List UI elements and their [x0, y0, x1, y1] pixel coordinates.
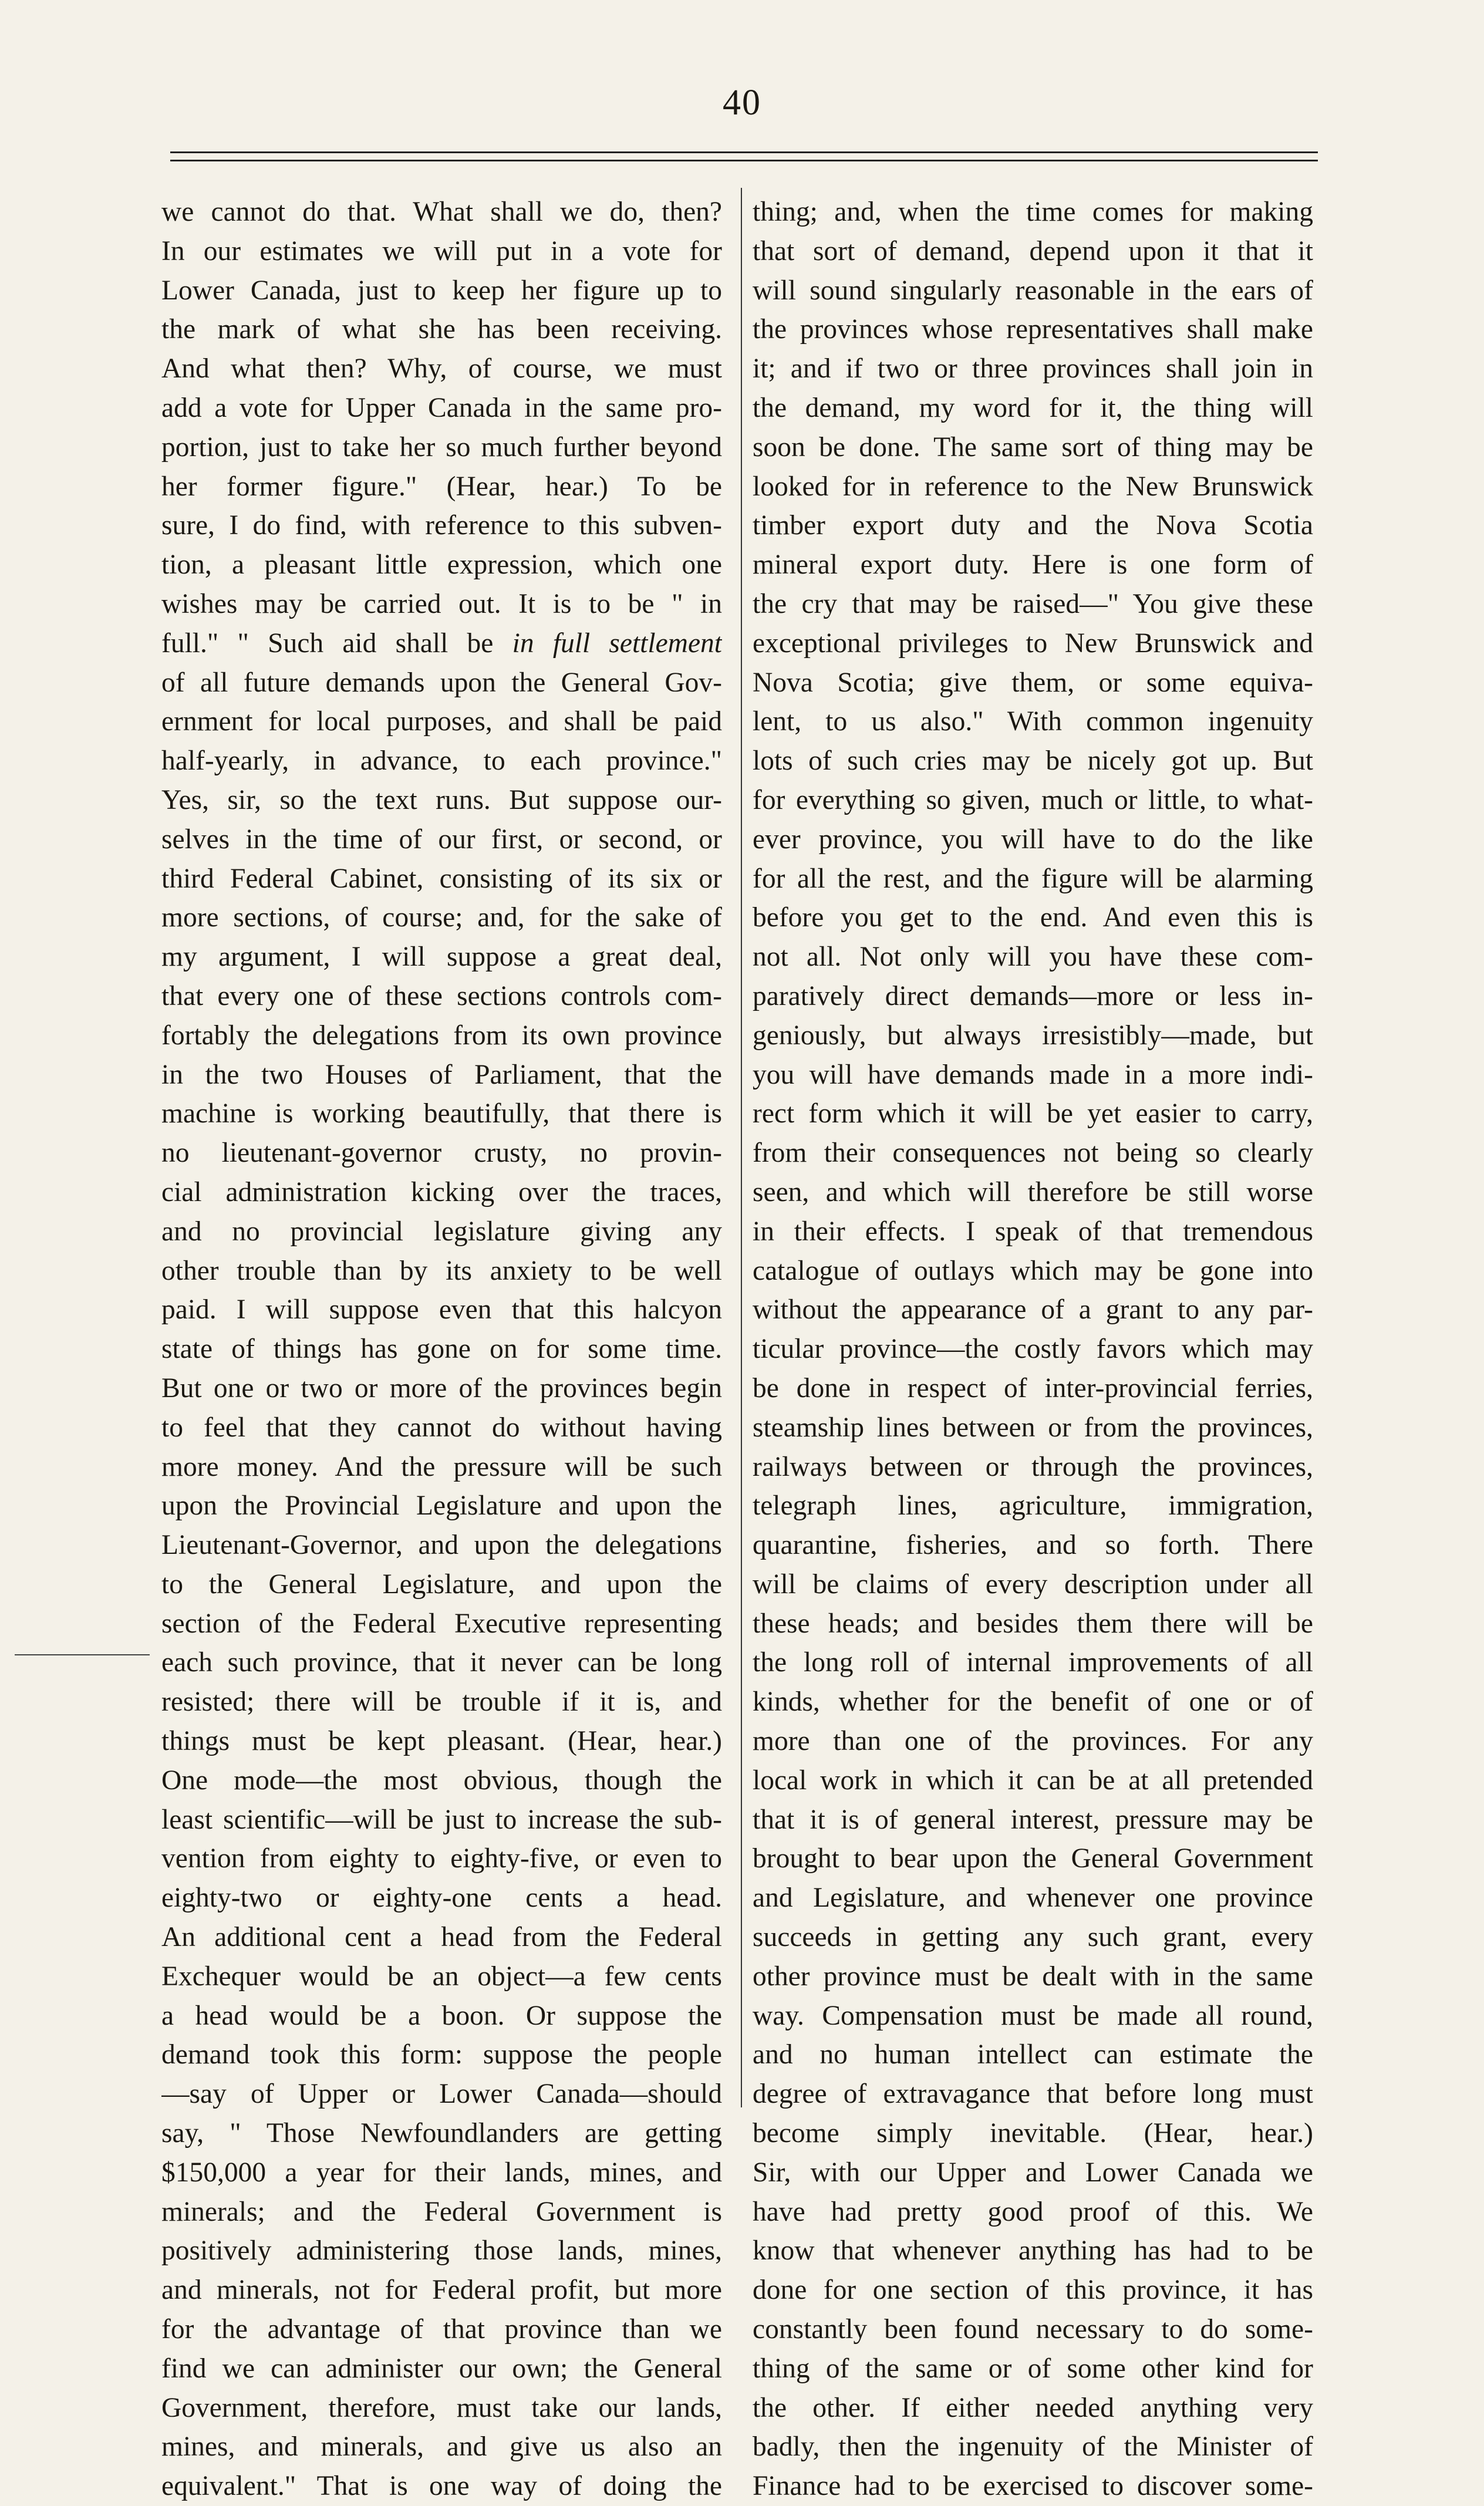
text-line: machine is working beautifully, that there is — [161, 1098, 722, 1129]
text-line: $150,000 a year for their lands, mines, and — [161, 2157, 722, 2188]
text-line: badly, then the ingenuity of the Minister of — [753, 2431, 1313, 2463]
text-line: looked for in reference to the New Brunswick — [753, 471, 1313, 502]
text-line: quarantine, fisheries, and so forth. There — [753, 1530, 1313, 1561]
text-line: a head would be a boon. Or suppose the — [161, 2000, 722, 2031]
text-line: add a vote for Upper Canada in the same pro- — [161, 392, 722, 423]
text-line: thing; and, when the time comes for making — [753, 197, 1313, 227]
page-number: 40 — [723, 83, 761, 123]
text-line: local work in which it can be at all pretended — [753, 1765, 1313, 1796]
text-line: ever province, you will have to do the like — [753, 824, 1313, 855]
text-line: sure, I do find, with reference to this subven- — [161, 510, 722, 541]
text-line: and minerals, not for Federal profit, but more — [161, 2275, 722, 2306]
left-column — [161, 193, 722, 2506]
text-line: and no provincial legislature giving any — [161, 1216, 722, 1247]
text-line: for all the rest, and the figure will be alarming — [753, 863, 1313, 894]
text-line: Yes, sir, so the text runs. But suppose our- — [161, 784, 722, 815]
text-line: Finance had to be exercised to discover some- — [753, 2471, 1313, 2502]
text-line: my argument, I will suppose a great deal, — [161, 942, 722, 973]
text-line: succeeds in getting any such grant, every — [753, 1922, 1313, 1953]
text-line: mines, and minerals, and give us also an — [161, 2431, 722, 2463]
text-line: for everything so given, much or little, to what- — [753, 784, 1313, 815]
text-line: catalogue of outlays which may be gone into — [753, 1255, 1313, 1286]
text-line: from their consequences not being so clearly — [753, 1138, 1313, 1169]
text-line: will sound singularly reasonable in the ears of — [753, 275, 1313, 306]
text-line: for the advantage of that province than we — [161, 2314, 722, 2345]
text-line: her former figure." (Hear, hear.) To be — [161, 471, 722, 502]
text-line: done for one section of this province, it has — [753, 2275, 1313, 2306]
text-line: each such province, that it never can be long — [161, 1647, 722, 1678]
text-line: these heads; and besides them there will be — [753, 1608, 1313, 1639]
text-line: constantly been found necessary to do some- — [753, 2314, 1313, 2345]
text-line: telegraph lines, agriculture, immigration, — [753, 1490, 1313, 1522]
text-line: mineral export duty. Here is one form of — [753, 549, 1313, 581]
text-line: railways between or through the provinces, — [753, 1451, 1313, 1482]
text-line: Exchequer would be an object—a few cents — [161, 1961, 722, 1992]
text-line: the other. If either needed anything very — [753, 2392, 1313, 2423]
text-line: section of the Federal Executive representing — [161, 1608, 722, 1639]
text-line: in their effects. I speak of that tremendous — [753, 1216, 1313, 1247]
text-line: soon be done. The same sort of thing may be — [753, 431, 1313, 463]
text-line: find we can administer our own; the General — [161, 2353, 722, 2384]
text-line: more than one of the provinces. For any — [753, 1726, 1313, 1757]
text-line: geniously, but always irresistibly—made, but — [753, 1020, 1313, 1051]
text-line: to the General Legislature, and upon the — [161, 1569, 722, 1600]
text-line: ticular province—the costly favors which may — [753, 1334, 1313, 1365]
text-line: And what then? Why, of course, we must — [161, 353, 722, 384]
text-line: paid. I will suppose even that this halcyon — [161, 1294, 722, 1325]
text-line: know that whenever anything has had to be — [753, 2235, 1313, 2266]
text-line: in the two Houses of Parliament, that the — [161, 1059, 722, 1090]
text-line: the provinces whose representatives shall make — [753, 314, 1313, 345]
text-line: things must be kept pleasant. (Hear, hear.) — [161, 1726, 722, 1757]
text-line: full." " Such aid shall be in full settlement — [161, 628, 722, 659]
text-line: that sort of demand, depend upon it that it — [753, 235, 1313, 267]
text-line: become simply inevitable. (Hear, hear.) — [753, 2118, 1313, 2149]
text-line: you will have demands made in a more indi- — [753, 1059, 1313, 1090]
text-line: third Federal Cabinet, consisting of its six or — [161, 863, 722, 894]
text-line: least scientific—will be just to increase the sub- — [161, 1804, 722, 1835]
text-line: the demand, my word for it, the thing will — [753, 392, 1313, 423]
text-line: rect form which it will be yet easier to carry, — [753, 1098, 1313, 1129]
text-line: Government, therefore, must take our lands, — [161, 2392, 722, 2423]
text-line: that every one of these sections controls com- — [161, 980, 722, 1011]
text-line: In our estimates we will put in a vote for — [161, 235, 722, 267]
text-line: have had pretty good proof of this. We — [753, 2196, 1313, 2227]
right-column — [753, 193, 1313, 2506]
text-line: before you get to the end. And even this is — [753, 902, 1313, 933]
text-line: cial administration kicking over the traces, — [161, 1176, 722, 1208]
text-line: lots of such cries may be nicely got up. But — [753, 746, 1313, 777]
text-line: thing of the same or of some other kind for — [753, 2353, 1313, 2384]
header-rule — [170, 151, 1318, 153]
text-line: Lieutenant-Governor, and upon the delegations — [161, 1530, 722, 1561]
text-line: no lieutenant-governor crusty, no provin- — [161, 1138, 722, 1169]
text-line: seen, and which will therefore be still worse — [753, 1176, 1313, 1208]
text-line: An additional cent a head from the Federal — [161, 1922, 722, 1953]
text-line: brought to bear upon the General Government — [753, 1843, 1313, 1874]
text-line: minerals; and the Federal Government is — [161, 2196, 722, 2227]
text-line: paratively direct demands—more or less in- — [753, 980, 1313, 1011]
text-line: not all. Not only will you have these com- — [753, 942, 1313, 973]
text-line: that it is of general interest, pressure may be — [753, 1804, 1313, 1835]
text-line: wishes may be carried out. It is to be " in — [161, 588, 722, 619]
text-line: state of things has gone on for some time. — [161, 1334, 722, 1365]
text-line: degree of extravagance that before long must — [753, 2079, 1313, 2110]
text-line: other trouble than by its anxiety to be well — [161, 1255, 722, 1286]
text-line: more money. And the pressure will be such — [161, 1451, 722, 1482]
text-line: we cannot do that. What shall we do, then? — [161, 197, 722, 227]
text-line: fortably the delegations from its own province — [161, 1020, 722, 1051]
text-line: other province must be dealt with in the same — [753, 1961, 1313, 1992]
text-line: say, " Those Newfoundlanders are getting — [161, 2118, 722, 2149]
text-line: resisted; there will be trouble if it is, and — [161, 1687, 722, 1718]
text-line: vention from eighty to eighty-five, or even to — [161, 1843, 722, 1874]
text-line: steamship lines between or from the provinces, — [753, 1412, 1313, 1443]
margin-mark — [15, 1654, 150, 1655]
text-line: kinds, whether for the benefit of one or of — [753, 1687, 1313, 1718]
text-line: timber export duty and the Nova Scotia — [753, 510, 1313, 541]
text-line: way. Compensation must be made all round, — [753, 2000, 1313, 2031]
text-line: tion, a pleasant little expression, which one — [161, 549, 722, 581]
text-line: selves in the time of our first, or second, or — [161, 824, 722, 855]
text-line: equivalent." That is one way of doing the — [161, 2471, 722, 2502]
column-divider — [741, 188, 742, 2107]
text-line: upon the Provincial Legislature and upon the — [161, 1490, 722, 1522]
text-line: Lower Canada, just to keep her figure up to — [161, 275, 722, 306]
text-line: One mode—the most obvious, though the — [161, 1765, 722, 1796]
text-line: the mark of what she has been receiving. — [161, 314, 722, 345]
text-line: and Legislature, and whenever one province — [753, 1883, 1313, 1914]
text-line: —say of Upper or Lower Canada—should — [161, 2079, 722, 2110]
text-line: portion, just to take her so much further beyond — [161, 431, 722, 463]
text-line: the cry that may be raised—" You give these — [753, 588, 1313, 619]
text-line: Sir, with our Upper and Lower Canada we — [753, 2157, 1313, 2188]
text-line: and no human intellect can estimate the — [753, 2039, 1313, 2070]
text-line: lent, to us also." With common ingenuity — [753, 706, 1313, 737]
text-line: without the appearance of a grant to any par- — [753, 1294, 1313, 1325]
text-line: be done in respect of inter-provincial ferries, — [753, 1372, 1313, 1404]
text-line: Nova Scotia; give them, or some equiva- — [753, 667, 1313, 698]
text-line: half-yearly, in advance, to each province." — [161, 746, 722, 777]
text-line: more sections, of course; and, for the sake of — [161, 902, 722, 933]
text-line: to feel that they cannot do without having — [161, 1412, 722, 1443]
text-line: of all future demands upon the General Gov- — [161, 667, 722, 698]
text-line: eighty-two or eighty-one cents a head. — [161, 1883, 722, 1914]
text-line: it; and if two or three provinces shall join in — [753, 353, 1313, 384]
text-line: the long roll of internal improvements of all — [753, 1647, 1313, 1678]
text-line: positively administering those lands, mines, — [161, 2235, 722, 2266]
text-line: But one or two or more of the provinces begin — [161, 1372, 722, 1404]
text-line: ernment for local purposes, and shall be paid — [161, 706, 722, 737]
text-line: exceptional privileges to New Brunswick and — [753, 628, 1313, 659]
text-line: will be claims of every description under all — [753, 1569, 1313, 1600]
header-rule — [170, 160, 1318, 161]
text-line: demand took this form: suppose the people — [161, 2039, 722, 2070]
